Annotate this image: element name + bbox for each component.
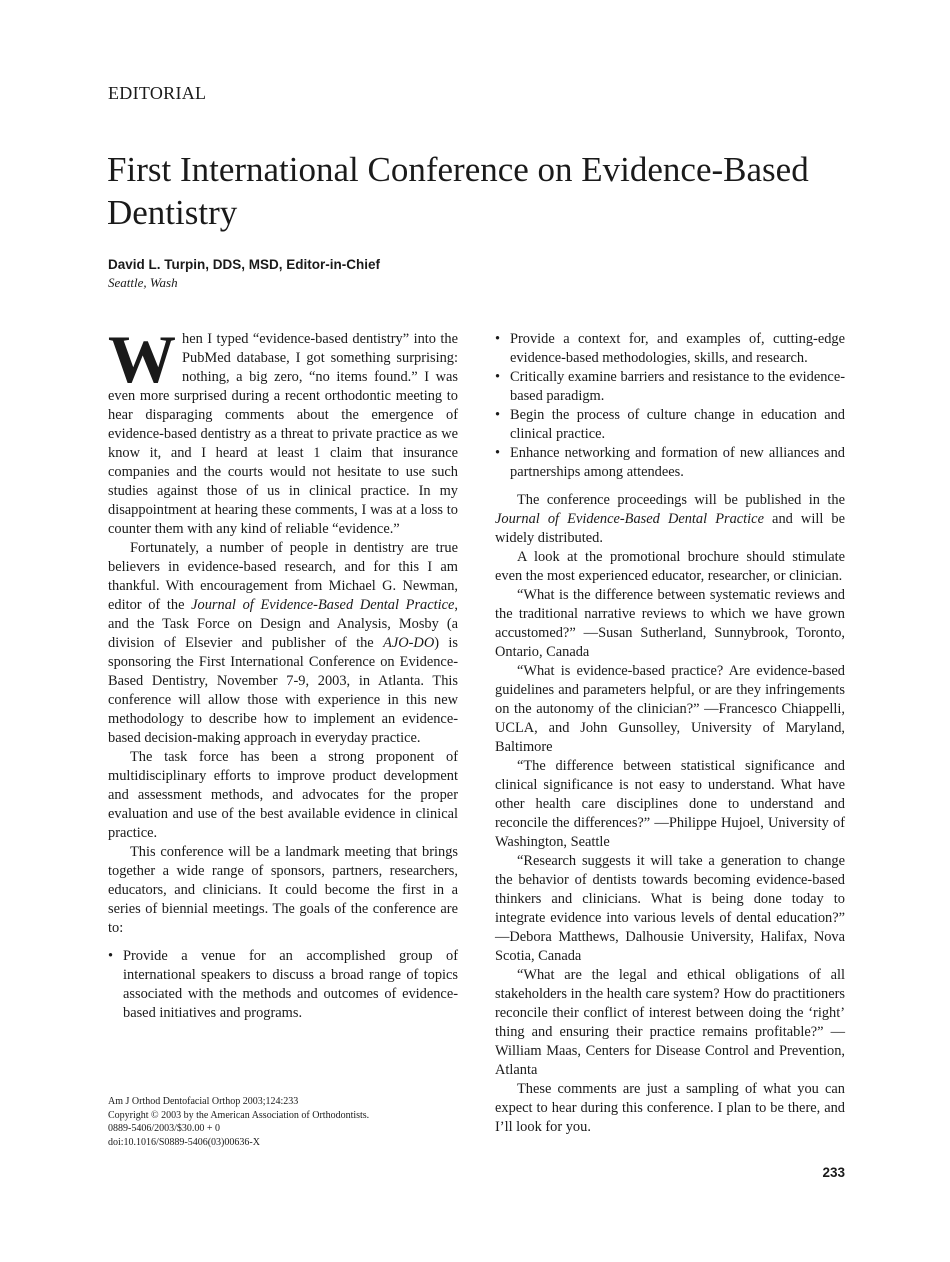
paragraph: Fortunately, a number of people in dentistry are true believers in evidence-based research, and for this I am thankful. With encouragement from Michael G. Newman, editor of the Journal of Evidence-Based Dental Practice, and the Task Force on Design and Analysis, Mosby (a division of Elsevier and publisher of the AJO-DO) is sponsoring the First International Conference on Evidence-Based Dentistry, November 7-9, 2003, in Atlanta. This conference will allow those with experience in this new methodology to describe how to implement an evidence-based decision-making approach in everyday practice. xyxy=(108,540,459,746)
list-item: • Critically examine barriers and resistance to the evidence-based paradigm. xyxy=(495,369,845,404)
bullet-icon: • xyxy=(495,407,501,423)
quote-paragraph: “What is evidence-based practice? Are evidence-based guidelines and parameters helpful, or are they infringements on the autonomy of the clinician?” —Francesco Chiappelli, UCLA, and John Gunsolley, University of Maryland, Baltimore xyxy=(495,663,845,755)
footnote-block xyxy=(108,1095,369,1149)
paragraph: This conference will be a landmark meeting that brings together a wide range of sponsors, partners, researchers, educators, and clinicians. It could become the first in a series of biennial meetings. The goals of the conference are to: xyxy=(108,844,458,936)
paragraph-intro: When I typed “evidence-based dentistry” into the PubMed database, I got something surprising: nothing, a big zero, “no items found.” I was even more surprised during a recent orthodontic meeting to hear disparaging comments about the emergence of evidence-based dentistry as a threat to private practice as we know it, and I heard at least 1 claim that insurance companies and the courts would not hesitate to use such studies against those of us in clinical practice. In my disappointment at hearing these comments, I was at a loss to counter them with any kind of reliable “evidence.” xyxy=(108,321,458,537)
journal-abbrev: AJO-DO xyxy=(383,635,435,651)
bullet-icon: • xyxy=(495,369,501,385)
goals-list xyxy=(108,947,458,1023)
list-item: • Provide a context for, and examples of, cutting-edge evidence-based methodologies, skills, and research. xyxy=(495,331,845,366)
paragraph: The conference proceedings will be published in the Journal of Evidence-Based Dental Practice and will be widely distributed. xyxy=(495,492,845,546)
quote-paragraph: “The difference between statistical significance and clinical significance is not easy to understand. What have other health care disciplines done to understand and reconcile the differences?” —Philippe Hujoel, University of Washington, Seattle xyxy=(495,758,845,850)
section-label: EDITORIAL xyxy=(108,83,207,103)
list-item: • Begin the process of culture change in education and clinical practice. xyxy=(495,407,845,442)
author-affiliation: Seattle, Wash xyxy=(108,275,178,290)
list-item: • Enhance networking and formation of new alliances and partnerships among attendees. xyxy=(495,445,845,480)
journal-name: Journal of Evidence-Based Dental Practice xyxy=(495,511,764,527)
issn-line: 0889-5406/2003/$30.00 + 0 xyxy=(108,1123,221,1134)
goals-list-continued xyxy=(495,330,845,482)
quote-paragraph: “Research suggests it will take a generation to change the behavior of dentists towards becoming evidence-based thinkers and clinicians. What is being done today to integrate evidence into various levels of dental education?” —Debora Matthews, Dalhousie University, Halifax, Nova Scotia, Canada xyxy=(495,853,845,964)
drop-cap: W xyxy=(108,321,176,397)
paragraph: A look at the promotional brochure should stimulate even the most experienced educator, researcher, or clinician. xyxy=(495,549,845,584)
bullet-icon: • xyxy=(495,331,501,347)
doi-line: doi:10.1016/S0889-5406(03)00636-X xyxy=(108,1136,260,1148)
article-title: First International Conference on Evidence-Based Dentistry xyxy=(107,150,809,232)
quote-paragraph: “What are the legal and ethical obligations of all stakeholders in the health care system? How do practitioners reconcile their conflict of interest between doing the ‘right’ thing and ensuring their practice remains profitable?” —William Maas, Centers for Disease Control and Prevention, Atlanta xyxy=(495,967,845,1078)
paragraph: The task force has been a strong proponent of multidisciplinary efforts to improve product development and assessment methods, and advocates for the proper evaluation and use of the best available evidence in clinical practice. xyxy=(108,749,458,841)
list-item: • Provide a venue for an accomplished group of international speakers to discuss a broad range of topics associated with the methods and outcomes of evidence-based initiatives and programs. xyxy=(108,948,458,1021)
copyright-line: Copyright © 2003 by the American Association of Orthodontists. xyxy=(108,1109,370,1121)
left-column xyxy=(108,321,459,1023)
bullet-icon: • xyxy=(108,948,114,964)
bullet-icon: • xyxy=(495,445,501,461)
citation-line: Am J Orthod Dentofacial Orthop 2003;124:233 xyxy=(108,1096,299,1107)
quote-paragraph: “What is the difference between systematic reviews and the traditional narrative reviews to which we have grown accustomed?” —Susan Sutherland, Sunnybrook, Toronto, Ontario, Canada xyxy=(495,587,845,660)
author-byline: David L. Turpin, DDS, MSD, Editor-in-Chief xyxy=(108,257,380,272)
page-number: 233 xyxy=(822,1165,845,1180)
paragraph: These comments are just a sampling of what you can expect to hear during this conference. I plan to be there, and I’ll look for you. xyxy=(495,1081,845,1135)
journal-name: Journal of Evidence-Based Dental Practice xyxy=(191,597,455,613)
right-column xyxy=(495,330,845,1137)
